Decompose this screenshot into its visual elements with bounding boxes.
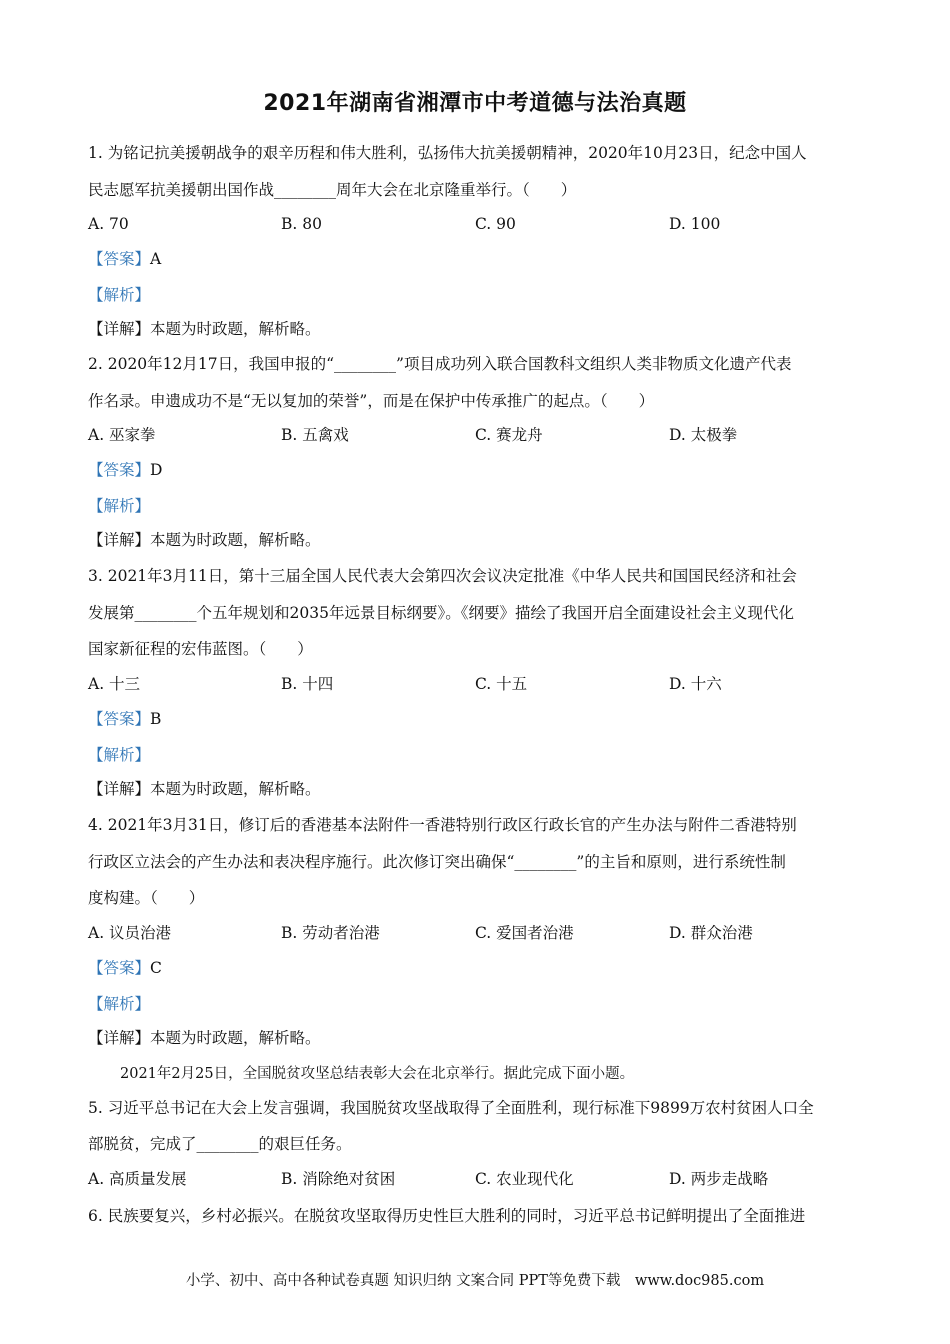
q3-stem-line2: 发展第________个五年规划和2035年远景目标纲要》。《纲要》描绘了我国开启全面建设社会主义现代化 <box>88 604 794 622</box>
q3-analysis-label: 【解析】 <box>88 746 151 764</box>
answer-value: B <box>150 710 162 728</box>
q2-analysis-label: 【解析】 <box>88 497 151 515</box>
answer-value: C <box>150 959 162 977</box>
q3-stem-line1: 3. 2021年3月11日，第十三届全国人民代表大会第四次会议决定批准《中华人民共和国国民经济和社会 <box>88 567 797 585</box>
q4-detail: 【详解】本题为时政题，解析略。 <box>88 1029 321 1047</box>
q4-option-d: D. 群众治港 <box>669 924 753 942</box>
answer-label: 【答案】 <box>88 959 151 977</box>
q1-option-b: B. 80 <box>281 215 322 233</box>
answer-value: D <box>150 461 163 479</box>
q5-stem-line1: 5. 习近平总书记在大会上发言强调，我国脱贫攻坚战取得了全面胜利，现行标准下9899万农村贫困人口全 <box>88 1099 814 1117</box>
q2-stem-line1: 2. 2020年12月17日，我国申报的“________”项目成功列入联合国教科文组织人类非物质文化遗产代表 <box>88 355 792 373</box>
q4-answer <box>88 958 162 978</box>
q4-option-c: C. 爱国者治港 <box>475 924 574 942</box>
q2-answer <box>88 460 162 480</box>
q1-stem-line2: 民志愿军抗美援朝出国作战________周年大会在北京隆重举行。（ ） <box>88 181 577 199</box>
q1-option-c: C. 90 <box>475 215 516 233</box>
page-footer: 小学、初中、高中各种试卷真题 知识归纳 文案合同 PPT等免费下载 www.doc985.com <box>185 1273 765 1289</box>
document-title: 2021年湖南省湘潭市中考道德与法治真题 <box>263 91 687 116</box>
q3-answer <box>88 709 161 729</box>
q4-option-a: A. 议员治港 <box>88 924 172 942</box>
q4-stem-line2: 行政区立法会的产生办法和表决程序施行。此次修订突出确保“________”的主旨和原则，进行系统性制 <box>88 853 786 871</box>
q2-stem-line2: 作名录。申遗成功不是“无以复加的荣誉”，而是在保护中传承推广的起点。（ ） <box>88 392 655 410</box>
q1-option-a: A. 70 <box>88 215 129 233</box>
q2-option-a: A. 巫家拳 <box>88 426 156 444</box>
q3-detail: 【详解】本题为时政题，解析略。 <box>88 780 321 798</box>
q1-analysis-label: 【解析】 <box>88 286 151 304</box>
q3-option-a: A. 十三 <box>88 675 141 693</box>
q4-option-b: B. 劳动者治港 <box>281 924 380 942</box>
q3-option-b: B. 十四 <box>281 675 334 693</box>
q5-option-a: A. 高质量发展 <box>88 1170 187 1188</box>
q2-detail: 【详解】本题为时政题，解析略。 <box>88 531 321 549</box>
q3-stem-line3: 国家新征程的宏伟蓝图。（ ） <box>88 640 313 658</box>
q2-option-b: B. 五禽戏 <box>281 426 349 444</box>
q1-answer <box>88 249 161 269</box>
answer-label: 【答案】 <box>88 250 151 268</box>
q2-option-c: C. 赛龙舟 <box>475 426 543 444</box>
q5-stem-line2: 部脱贫，完成了________的艰巨任务。 <box>88 1135 352 1153</box>
q2-option-d: D. 太极拳 <box>669 426 738 444</box>
answer-value: A <box>150 250 162 268</box>
answer-label: 【答案】 <box>88 461 151 479</box>
q5-option-b: B. 消除绝对贫困 <box>281 1170 396 1188</box>
q4-stem-line3: 度构建。（ ） <box>88 889 205 907</box>
group-intro: 2021年2月25日，全国脱贫攻坚总结表彰大会在北京举行。据此完成下面小题。 <box>120 1066 635 1082</box>
q5-option-c: C. 农业现代化 <box>475 1170 574 1188</box>
q1-option-d: D. 100 <box>669 215 721 233</box>
q6-stem-line1: 6. 民族要复兴，乡村必振兴。在脱贫攻坚取得历史性巨大胜利的同时，习近平总书记鲜明提出了全面推进 <box>88 1207 806 1225</box>
answer-label: 【答案】 <box>88 710 151 728</box>
q3-option-c: C. 十五 <box>475 675 528 693</box>
q1-stem-line1: 1. 为铭记抗美援朝战争的艰辛历程和伟大胜利，弘扬伟大抗美援朝精神，2020年10月23日，纪念中国人 <box>88 144 807 162</box>
q4-stem-line1: 4. 2021年3月31日，修订后的香港基本法附件一香港特别行政区行政长官的产生办法与附件二香港特别 <box>88 816 797 834</box>
q4-analysis-label: 【解析】 <box>88 995 151 1013</box>
q3-option-d: D. 十六 <box>669 675 722 693</box>
q5-option-d: D. 两步走战略 <box>669 1170 769 1188</box>
q1-detail: 【详解】本题为时政题，解析略。 <box>88 320 321 338</box>
